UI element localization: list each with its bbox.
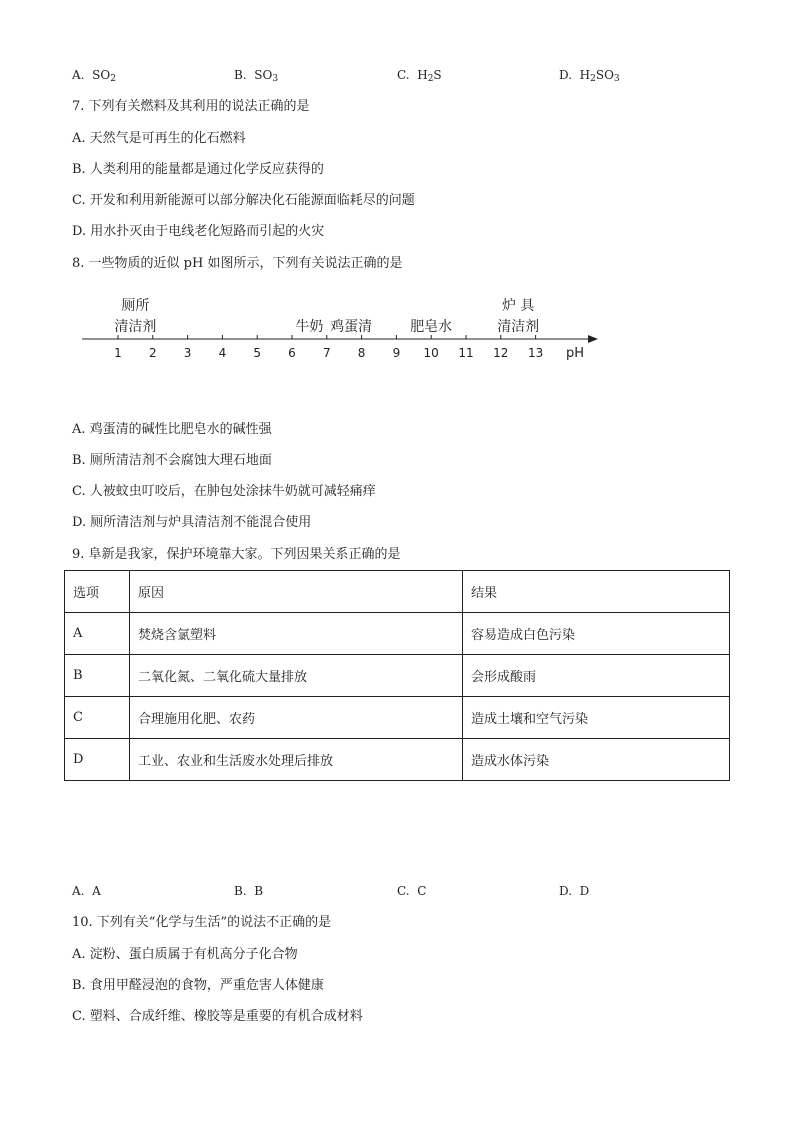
ph-tick-label: 5 xyxy=(253,346,262,360)
q9-table xyxy=(64,570,730,781)
q7-option-a[interactable]: A. 天然气是可再生的化石燃料 xyxy=(72,131,246,146)
q8-option-c[interactable]: C. 人被蚊虫叮咬后，在肿包处涂抹牛奶就可减轻痛痒 xyxy=(72,484,376,499)
table-cell: D xyxy=(65,739,130,781)
table-cell: C xyxy=(65,697,130,739)
q6-option-a[interactable]: A. $SO_2$ xyxy=(72,68,116,84)
q7-option-b[interactable]: B. 人类利用的能量都是通过化学反应获得的 xyxy=(72,162,324,177)
table-header-cell: 结果 xyxy=(463,571,730,613)
q8-option-a[interactable]: A. 鸡蛋清的碱性比肥皂水的碱性强 xyxy=(72,422,272,437)
ph-tick-label: 13 xyxy=(527,346,544,360)
q7-option-c[interactable]: C. 开发和利用新能源可以部分解决化石能源面临耗尽的问题 xyxy=(72,193,415,208)
table-cell: 会形成酸雨 xyxy=(463,655,730,697)
q8-option-b[interactable]: B. 厕所清洁剂不会腐蚀大理石地面 xyxy=(72,453,272,468)
q7-stem: 7. 下列有关燃料及其利用的说法正确的是 xyxy=(72,99,310,114)
ph-tick-label: 12 xyxy=(493,346,509,360)
table-cell: 工业、农业和生活废水处理后排放 xyxy=(130,739,463,781)
ph-tick-label: 11 xyxy=(458,346,474,360)
ph-tick-label: 9 xyxy=(392,346,401,360)
ph-substance-label: 牛奶 xyxy=(295,319,324,335)
q9-option-d[interactable]: D. D xyxy=(559,884,590,898)
q7-option-d[interactable]: D. 用水扑灭由于电线老化短路而引起的火灾 xyxy=(72,224,325,239)
q9-option-c[interactable]: C. C xyxy=(397,884,427,898)
ph-substance-label: 肥皂水 xyxy=(410,319,453,335)
table-cell: A xyxy=(65,613,130,655)
table-row xyxy=(65,613,730,655)
q6-options xyxy=(72,68,722,86)
ph-substance-label: 炉 具 xyxy=(501,298,535,314)
ph-axis-arrow xyxy=(588,335,598,343)
table-row xyxy=(65,655,730,697)
q9-option-a[interactable]: A. A xyxy=(72,884,101,898)
table-row xyxy=(65,697,730,739)
ph-substance-label: 厕所 xyxy=(121,298,150,314)
q9-stem: 9. 阜新是我家，保护环境靠大家。下列因果关系正确的是 xyxy=(72,547,401,562)
table-cell: 造成水体污染 xyxy=(463,739,730,781)
ph-axis-label: pH xyxy=(566,346,585,361)
q10-option-c[interactable]: C. 塑料、合成纤维、橡胶等是重要的有机合成材料 xyxy=(72,1009,363,1024)
q6-option-d[interactable]: D. $H_2SO_3$ xyxy=(559,68,620,84)
ph-tick-label: 7 xyxy=(322,346,331,360)
q8-stem: 8. 一些物质的近似 pH 如图所示，下列有关说法正确的是 xyxy=(72,256,403,271)
table-cell: B xyxy=(65,655,130,697)
ph-substance-label: 清洁剂 xyxy=(114,319,157,335)
ph-scale-figure xyxy=(0,285,793,375)
table-header-cell: 选项 xyxy=(65,571,130,613)
q9-option-b[interactable]: B. B xyxy=(234,884,264,898)
ph-tick-label: 1 xyxy=(114,346,122,360)
table-cell: 容易造成白色污染 xyxy=(463,613,730,655)
ph-substance-label: 清洁剂 xyxy=(497,319,540,335)
q10-option-a[interactable]: A. 淀粉、蛋白质属于有机高分子化合物 xyxy=(72,947,298,962)
q10-stem: 10. 下列有关“化学与生活”的说法不正确的是 xyxy=(72,915,332,930)
ph-tick-label: 8 xyxy=(357,346,366,360)
table-cell: 二氧化氮、二氧化硫大量排放 xyxy=(130,655,463,697)
table-cell: 合理施用化肥、农药 xyxy=(130,697,463,739)
ph-tick-label: 10 xyxy=(423,346,439,360)
ph-tick-label: 2 xyxy=(148,346,157,360)
q6-option-b[interactable]: B. $SO_3$ xyxy=(234,68,279,84)
table-header-row xyxy=(65,571,730,613)
table-row xyxy=(65,739,730,781)
q8-option-d[interactable]: D. 厕所清洁剂与炉具清洁剂不能混合使用 xyxy=(72,515,312,530)
ph-tick-label: 6 xyxy=(288,346,296,360)
q10-option-b[interactable]: B. 食用甲醛浸泡的食物，严重危害人体健康 xyxy=(72,978,324,993)
q6-option-c[interactable]: C. $H_2S$ xyxy=(397,68,442,84)
table-cell: 焚烧含氯塑料 xyxy=(130,613,463,655)
q9-options xyxy=(72,884,722,902)
table-header-cell: 原因 xyxy=(130,571,463,613)
ph-tick-label: 3 xyxy=(183,346,192,360)
ph-substance-label: 鸡蛋清 xyxy=(330,319,373,335)
table-cell: 造成土壤和空气污染 xyxy=(463,697,730,739)
ph-tick-label: 4 xyxy=(218,346,227,360)
